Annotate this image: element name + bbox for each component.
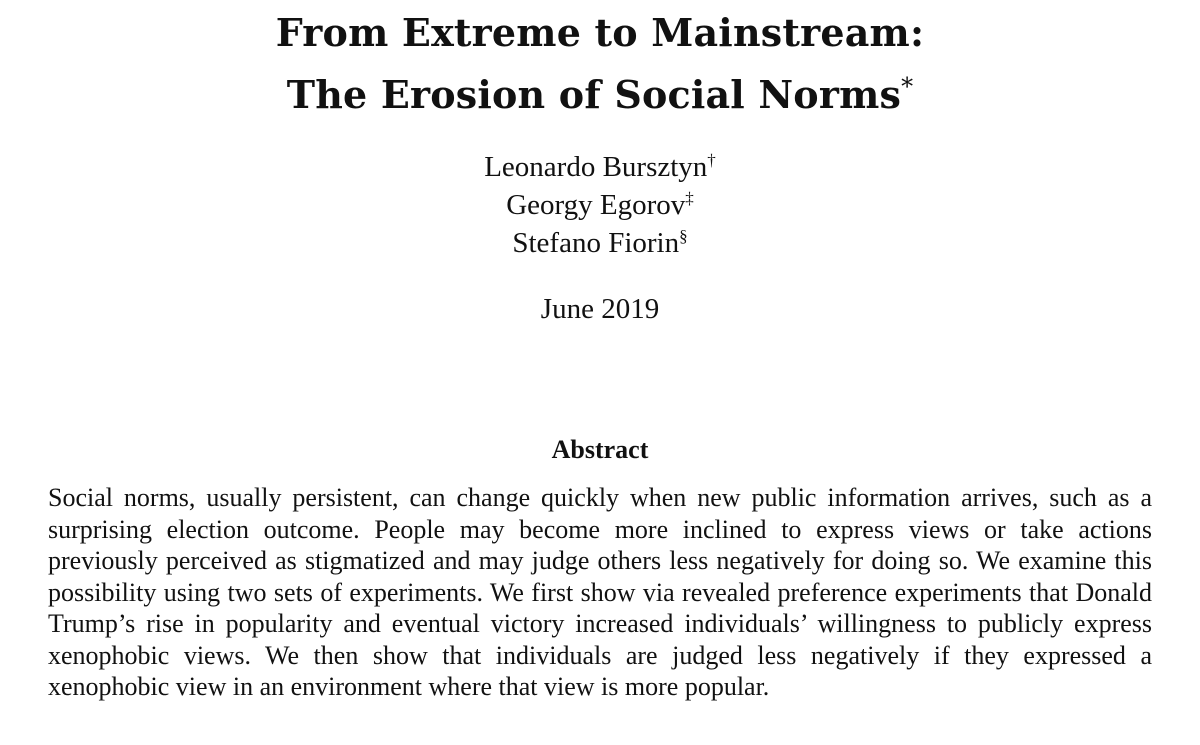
author-name: Leonardo Bursztyn xyxy=(484,151,708,183)
abstract-body: Social norms, usually persistent, can change quickly when new public information arrives, such as a surprising election outcome. People may become more inclined to express views or take actions previously perceived as stigmatized and may judge others less negatively for doing so. We examine this possibility using two sets of experiments. We first show via revealed preference experiments that Donald Trump’s rise in popularity and eventual victory increased individuals’ willingness to publicly express xenophobic views. We then show that individuals are judged less negatively if they expressed a xenophobic view in an environment where that view is more popular. xyxy=(48,483,1152,701)
title-line-2-text: The Erosion of Social Norms xyxy=(286,72,902,117)
author-footnote-mark: § xyxy=(679,226,688,246)
author-name: Georgy Egorov xyxy=(506,189,686,221)
title-line-1 xyxy=(0,2,1200,64)
publication-date: June 2019 xyxy=(540,293,660,325)
author-footnote-mark: ‡ xyxy=(685,188,694,208)
author-entry xyxy=(0,148,1200,186)
author-footnote-mark: † xyxy=(707,150,716,170)
author-list xyxy=(0,148,1200,262)
author-entry xyxy=(0,186,1200,224)
title-line-2 xyxy=(0,64,1200,126)
author-entry xyxy=(0,224,1200,262)
title-footnote-mark: * xyxy=(901,72,914,101)
title-line-1-text: From Extreme to Mainstream: xyxy=(275,10,925,55)
abstract-heading: Abstract xyxy=(551,435,649,464)
author-name: Stefano Fiorin xyxy=(512,227,680,259)
paper-title xyxy=(0,2,1200,126)
